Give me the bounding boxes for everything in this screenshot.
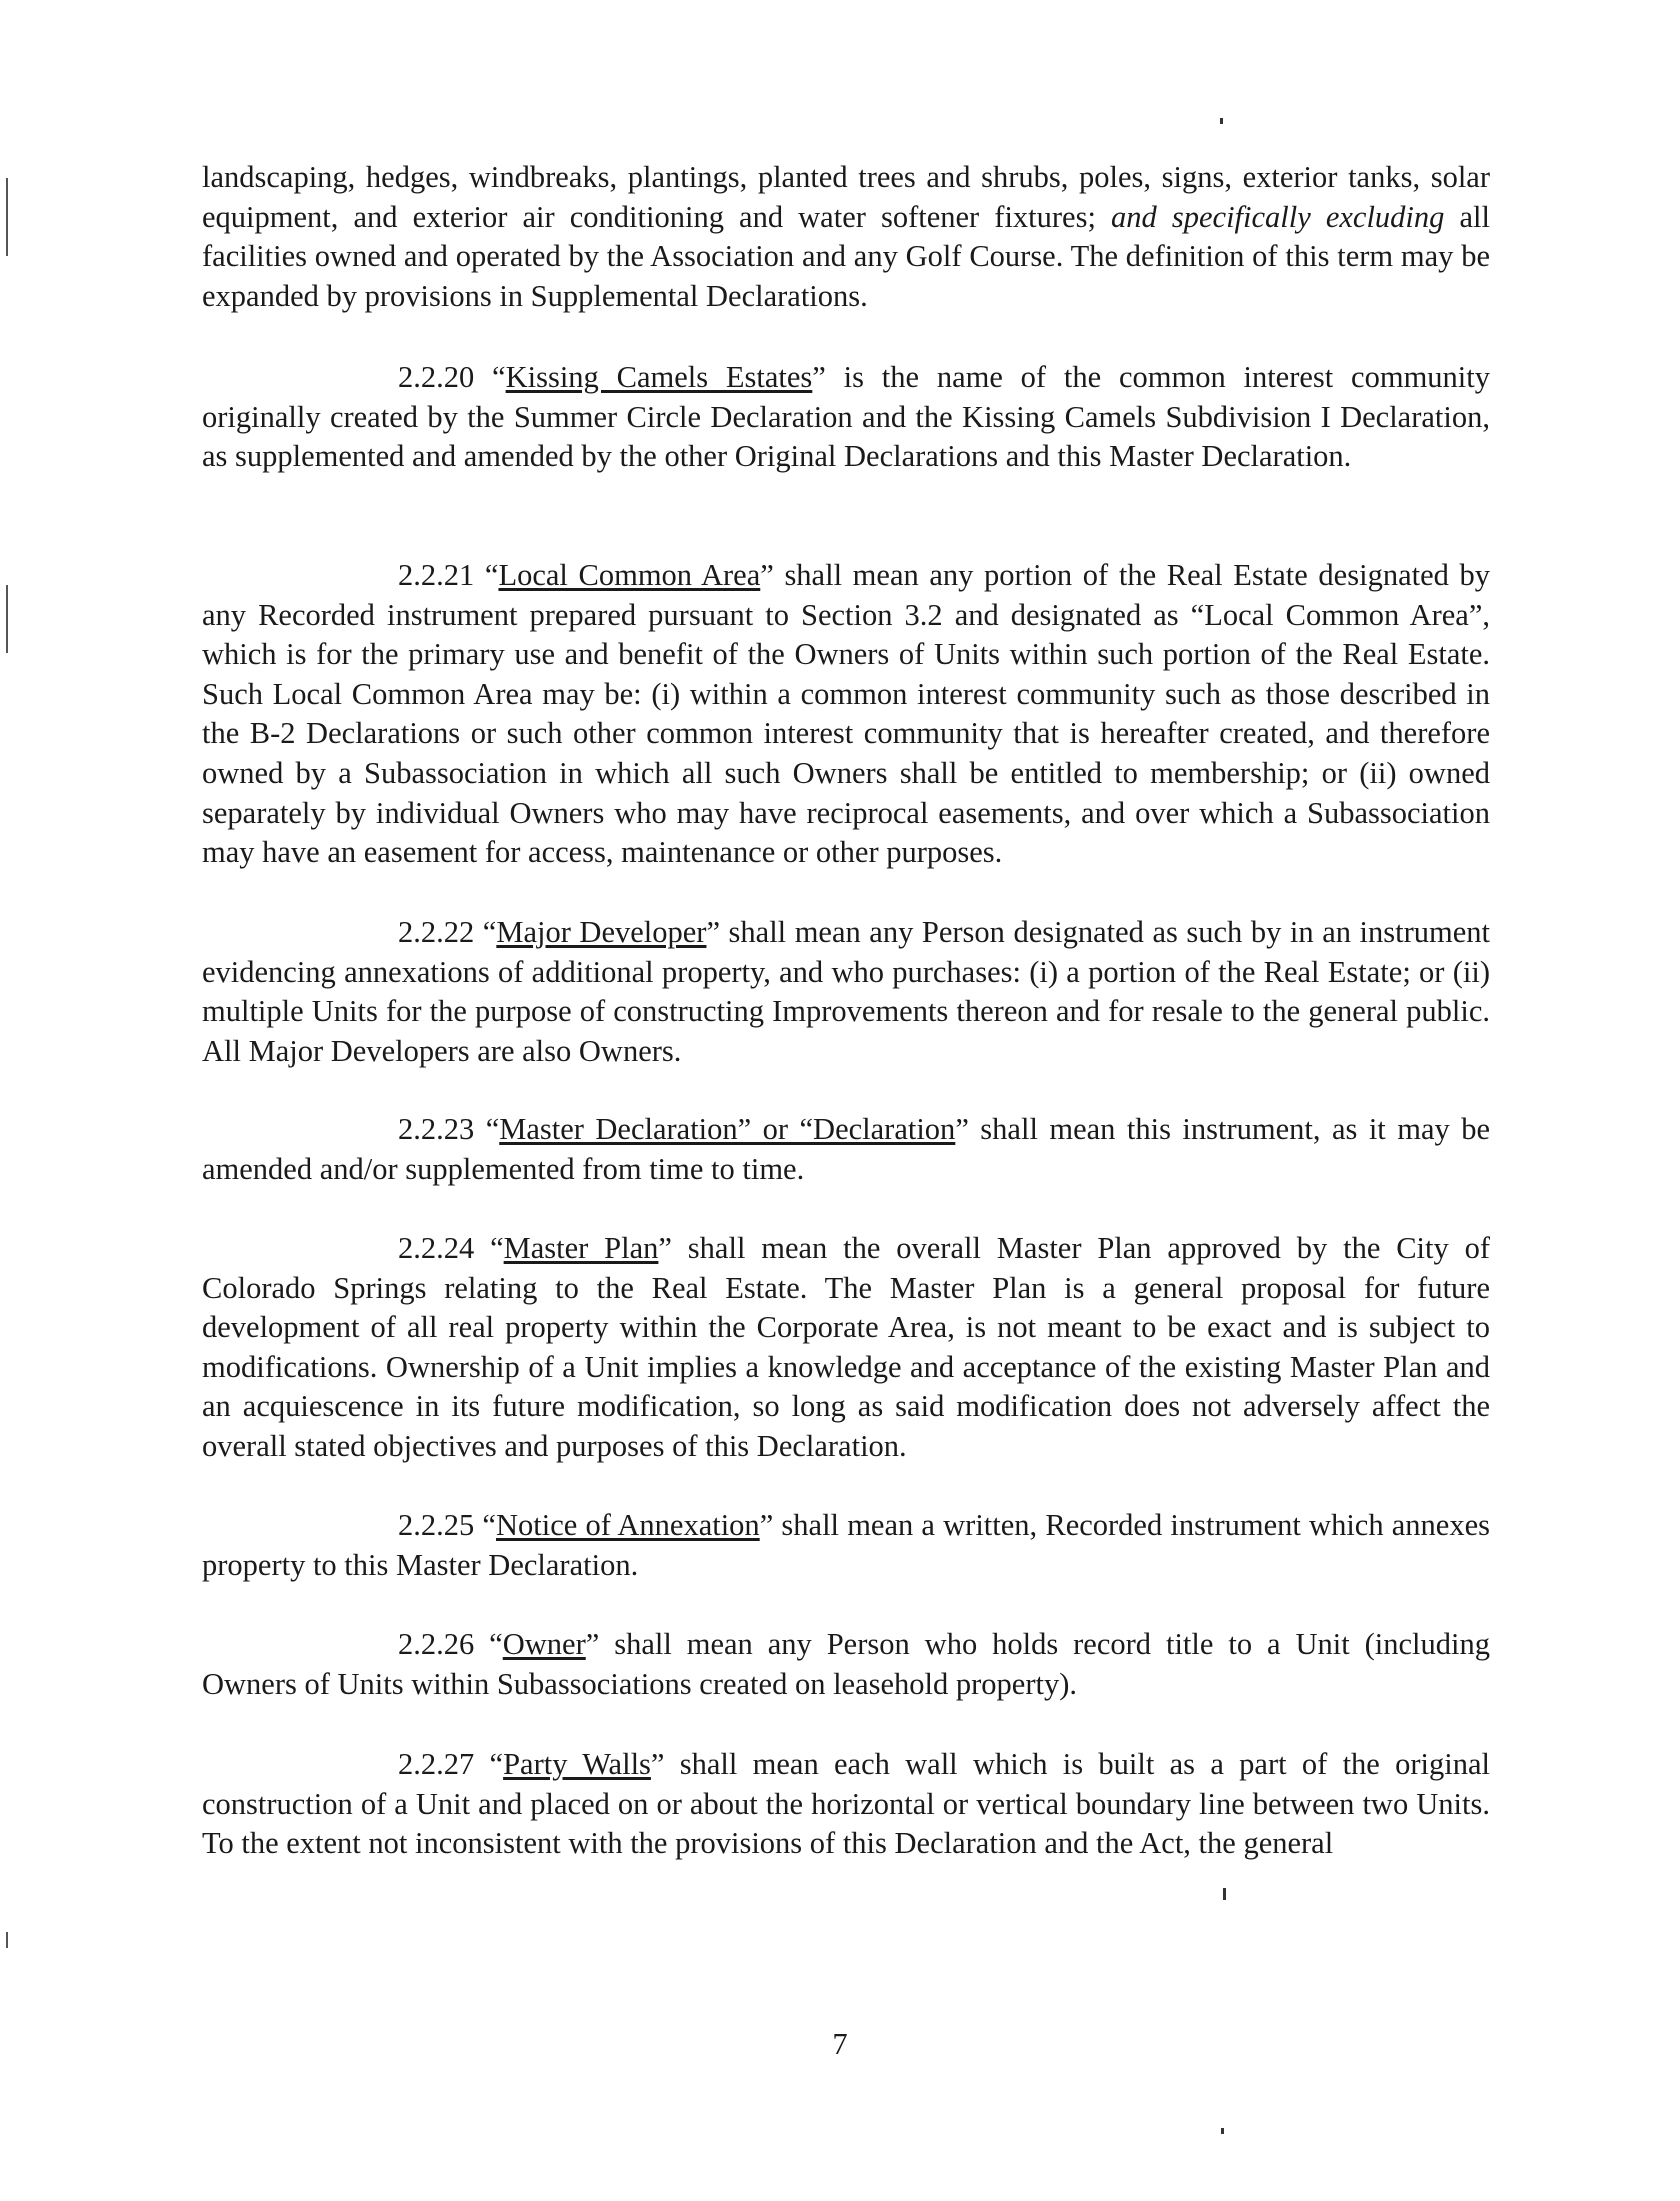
definition-term: Master Declaration” or “Declaration bbox=[499, 1112, 956, 1146]
definition-number: 2.2.24 bbox=[398, 1231, 475, 1265]
definition-body: ” shall mean this instrument, as it may be amended and/or supplemented from time to time. bbox=[202, 1112, 1490, 1186]
intro-italic: and specifically excluding bbox=[1111, 199, 1445, 234]
intro-text-after: all facilities owned and operated by the Association and any Golf Course. The definition of this term may be expanded by provisions in Supplemental Declarations. bbox=[202, 199, 1490, 313]
definition-body: ” shall mean any Person designated as such by in an instrument evidencing annexations of additional property, and who purchases: (i) a portion of the Real Estate; or (ii) multiple Units for the purpose of constructing Improvements thereon and for resale to the general public. All Major Developers are also Owners. bbox=[202, 915, 1490, 1068]
open-quote: “ bbox=[474, 915, 497, 949]
scan-artifact-margin-line bbox=[6, 178, 8, 256]
definition-number: 2.2.27 bbox=[398, 1747, 475, 1781]
definition-term: Master Plan bbox=[503, 1231, 659, 1265]
definition-2-2-27 bbox=[202, 1745, 1490, 1864]
definition-2-2-24 bbox=[202, 1229, 1490, 1467]
intro-text-before: landscaping, hedges, windbreaks, plantings, planted trees and shrubs, poles, signs, exterior tanks, solar equipment, and exterior air conditioning and water softener fixtures; bbox=[202, 160, 1490, 234]
scan-artifact-dot bbox=[1221, 2128, 1224, 2134]
definition-number: 2.2.21 bbox=[398, 558, 475, 592]
definition-body: ” shall mean each wall which is built as a part of the original construction of a Unit and placed on or about the horizontal or vertical boundary line between two Units. To the extent not inconsistent with the provisions of this Declaration and the Act, the general bbox=[202, 1747, 1491, 1861]
definition-body: ” shall mean a written, Recorded instrument which annexes property to this Master Declaration. bbox=[202, 1508, 1490, 1582]
open-quote: “ bbox=[474, 1508, 496, 1542]
open-quote: “ bbox=[474, 1627, 503, 1661]
definition-number: 2.2.26 bbox=[398, 1627, 475, 1661]
open-quote: “ bbox=[474, 360, 506, 394]
scan-artifact-margin-line bbox=[6, 585, 8, 653]
definition-2-2-20 bbox=[202, 358, 1490, 477]
open-quote: “ bbox=[474, 1231, 504, 1265]
definition-2-2-21 bbox=[202, 556, 1490, 873]
definition-body: ” shall mean the overall Master Plan approved by the City of Colorado Springs relating to the Real Estate. The Master Plan is a general proposal for future development of all real property within the Corporate Area, is not meant to be exact and is subject to modifications. Ownership of a Unit implies a knowledge and acceptance of the existing Master Plan and an acquiescence in its future modification, so long as said modification does not adversely affect the overall stated objectives and purposes of this Declaration. bbox=[202, 1231, 1490, 1463]
definition-2-2-23 bbox=[202, 1110, 1490, 1189]
definition-term: Notice of Annexation bbox=[495, 1508, 760, 1542]
definition-number: 2.2.23 bbox=[398, 1112, 475, 1146]
definition-body: ” is the name of the common interest community originally created by the Summer Circle Declaration and the Kissing Camels Subdivision I Declaration, as supplemented and amended by the other Original Declarations and this Master Declaration. bbox=[202, 360, 1490, 474]
open-quote: “ bbox=[474, 1112, 500, 1146]
definition-body: ” shall mean any Person who holds record title to a Unit (including Owners of Units within Subassociations created on leasehold property). bbox=[202, 1627, 1491, 1701]
definition-2-2-25 bbox=[202, 1506, 1490, 1585]
definition-body: ” shall mean any portion of the Real Estate designated by any Recorded instrument prepared pursuant to Section 3.2 and designated as “Local Common Area”, which is for the primary use and benefit of the Owners of Units within such portion of the Real Estate. Such Local Common Area may be: (i) within a common interest community such as those described in the B-2 Declarations or such other common interest community that is hereafter created, and therefore owned by a Subassociation in which all such Owners shall be entitled to membership; or (ii) owned separately by individual Owners who may have reciprocal easements, and over which a Subassociation may have an easement for access, maintenance or other purposes. bbox=[202, 558, 1491, 870]
definition-number: 2.2.25 bbox=[398, 1508, 475, 1542]
page-number: 7 bbox=[832, 2027, 848, 2061]
intro-paragraph bbox=[202, 158, 1490, 316]
open-quote: “ bbox=[474, 1747, 504, 1781]
definition-2-2-26 bbox=[202, 1625, 1490, 1704]
scan-artifact-dot bbox=[1220, 118, 1223, 124]
definition-term: Owner bbox=[502, 1627, 586, 1661]
definition-term: Party Walls bbox=[503, 1747, 651, 1781]
definition-number: 2.2.20 bbox=[398, 360, 475, 394]
scan-artifact-dot bbox=[1223, 1888, 1226, 1900]
definition-2-2-22 bbox=[202, 913, 1490, 1071]
definition-term: Local Common Area bbox=[498, 558, 761, 592]
open-quote: “ bbox=[474, 558, 499, 592]
scan-artifact-margin-line bbox=[6, 1932, 8, 1948]
definition-term: Major Developer bbox=[496, 915, 707, 949]
definition-number: 2.2.22 bbox=[398, 915, 475, 949]
definition-term: Kissing Camels Estates bbox=[505, 360, 813, 394]
